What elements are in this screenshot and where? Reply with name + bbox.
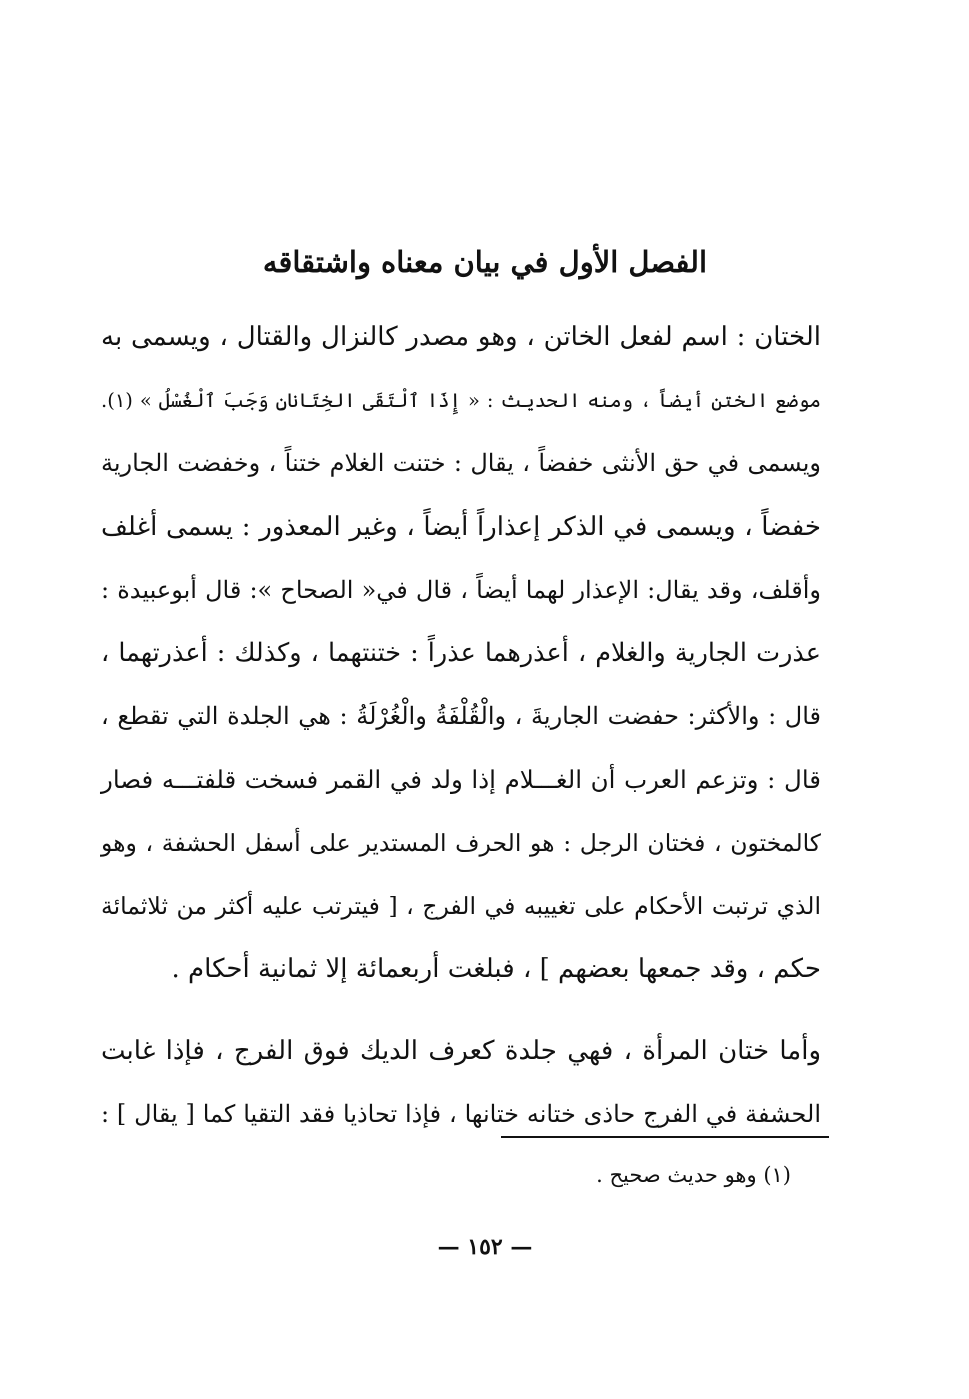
footnote-divider [501,1136,829,1138]
text-line: موضع الختن أيضاً ، ومنه الحديث : « إِذَا ٱلْتَقَى الخِتَانانِ وَجَبَ ٱلْغُسْلُ » (١). [101,389,821,413]
text-line: الذي ترتبت الأحكام على تغييبه في الفرج ، [ فيترتب عليه أكثر من ثلاثمائة [101,891,821,920]
footnote: (١) وهو حديث صحيح . [596,1163,791,1187]
paragraph-1 [101,306,821,1001]
text-line: قال : والأكثر: حفضت الجاريةَ ، والْقُلْفَةُ والْغُرْلَةُ : هي الجلدة التي تقطع ، [101,702,821,731]
text-line: كالمختون ، فختان الرجل : هو الحرف المستدير على أسفل الحشفة ، وهو [101,828,821,857]
text-line: ويسمى في حق الأنثى خفضاً ، يقال : ختنت الغلام ختناً ، وخفضت الجارية [101,449,821,478]
text-line: وأما ختان المرأة ، فهي جلدة كعرف الديك فوق الفرج ، فإذا غابت [101,1036,821,1066]
paragraph-2 [101,1020,821,1146]
page-number: — ١٥٢ — [437,1234,533,1260]
text-line: الحشفة في الفرج حاذى ختانه ختانها ، فإذا تحاذيا فقد التقيا كما [ يقال ] : [101,1100,821,1129]
chapter-title: الفصل الأول في بيان معناه واشتقاقه [262,245,708,279]
text-line: الختان : اسم لفعل الخاتن ، وهو مصدر كالنزال والقتال ، ويسمى به [101,322,821,352]
text-line: قال : وتزعم العرب أن الغـــلام إذا ولد في القمر فسخت قلفتـــه فصار [101,765,821,795]
text-line: حكم ، وقد جمعها بعضهم ] ، فبلغت أربعمائة إلا ثمانية أحكام . [171,953,821,984]
text-line: وأقلف، وقد يقال: الإعذار لهما أيضاً ، قال في« الصحاح »: قال أبوعبيدة : [101,575,822,604]
text-line: عذرت الجارية والغلام ، أعذرهما عذراً : ختنتهما ، وكذلك : أعذرتهما ، [101,637,821,668]
text-line: خفضاً ، ويسمى في الذكر إعذاراً أيضاً ، وغير المعذور : يسمى أغلف [101,511,821,542]
